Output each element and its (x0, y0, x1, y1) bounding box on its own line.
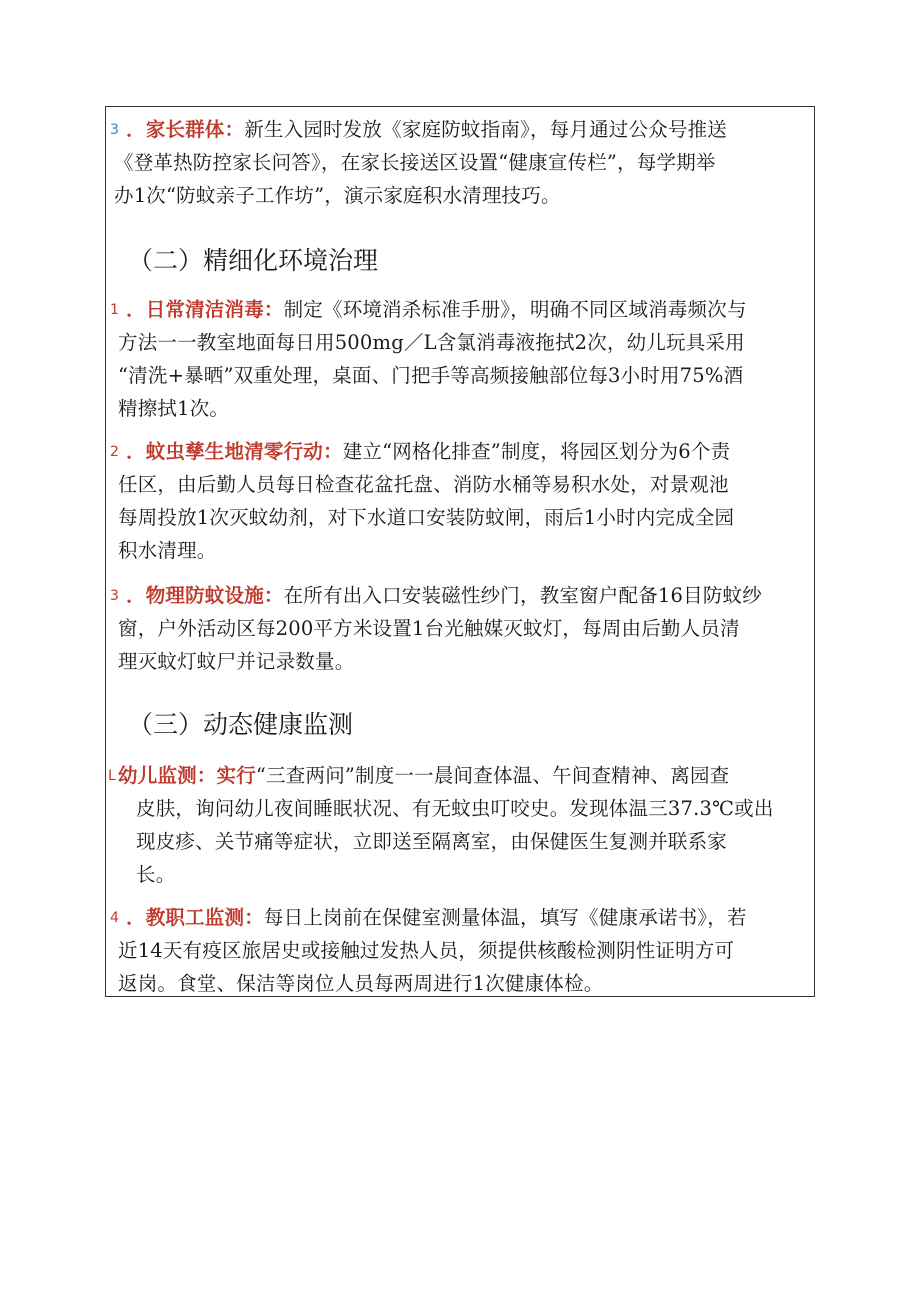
item-line (126, 117, 727, 143)
item-line (126, 905, 747, 931)
item-text: 建立“网格化排查”制度，将园区划分为6个责 (342, 440, 731, 463)
section-heading: （三）动态健康监测 (128, 710, 354, 739)
content-frame (105, 106, 815, 997)
item-line: 理灭蚊灯蚊尸并记录数量。 (118, 650, 355, 673)
item-line (126, 583, 762, 609)
item-number: 2 (110, 444, 119, 460)
item-line: 精擦拭1次。 (118, 397, 230, 420)
item-line: 现皮疹、关节痛等症状，立即送至隔离室，由保健医生复测并联系家 (136, 830, 728, 853)
item-dot: ． (126, 298, 146, 321)
item-lead-verb: 实行 (216, 764, 256, 787)
item-line: 方法一一教室地面每日用500mg／L含氯消毒液拖拭2次，幼儿玩具采用 (118, 331, 745, 354)
item-line: 近14天有疫区旅居史或接触过发热人员，须提供核酸检测阴性证明方可 (118, 939, 735, 962)
item-number: 1 (110, 302, 119, 318)
item-dot: ． (126, 906, 146, 929)
item-line (126, 297, 747, 323)
item-line: 长。 (136, 863, 176, 886)
item-line: 积水清理。 (118, 539, 217, 562)
item-line: 窗，户外活动区每200平方米设置1台光触媒灭蚊灯，每周由后勤人员清 (118, 617, 740, 640)
item-line: “清洗+暴晒”双重处理，桌面、门把手等高频接触部位每3小时用75%酒 (118, 364, 744, 387)
item-number: 3 (110, 588, 119, 604)
item-lead: 日常清洁消毒： (145, 298, 284, 321)
item-line: 办1次“防蚊亲子工作坊”，演示家庭积水清理技巧。 (114, 184, 561, 207)
section-heading: （二）精细化环境治理 (128, 246, 379, 275)
item-line: 任区，由后勤人员每日检查花盆托盘、消防水桶等易积水处，对景观池 (118, 473, 729, 496)
item-text: 每日上岗前在保健室测量体温，填写《健康承诺书》，若 (263, 906, 747, 929)
item-text: 在所有出入口安装磁性纱门，教室窗户配备16目防蚊纱 (283, 584, 762, 607)
item-line: 每周投放1次灭蚊幼剂，对下水道口安装防蚊闸，雨后1小时内完成全园 (118, 506, 735, 529)
item-lead: 教职工监测： (145, 906, 264, 929)
item-line: 《登革热防控家长问答》，在家长接送区设置“健康宣传栏”，每学期举 (114, 151, 716, 174)
item-text: 制定《环境消杀标准手册》，明确不同区域消毒频次与 (283, 298, 747, 321)
item-line (126, 439, 730, 465)
item-line (118, 763, 729, 789)
item-line: 返岗。食堂、保洁等岗位人员每两周进行1次健康体检。 (118, 972, 604, 995)
item-line: 皮肤，询问幼儿夜间睡眠状况、有无蚊虫叮咬史。发现体温三37.3℃或出 (136, 797, 774, 820)
item-lead: 蚊虫孳生地清零行动： (145, 440, 343, 463)
item-lead: 物理防蚊设施： (145, 584, 284, 607)
item-dot: ． (126, 440, 146, 463)
item-lead: 幼儿监测： (118, 764, 217, 787)
item-number: 4 (110, 910, 119, 926)
item-text: “三查两问”制度一一晨间查体温、午间查精神、离园查 (255, 764, 730, 787)
item-text: 新生入园时发放《家庭防蚊指南》，每月通过公众号推送 (244, 118, 727, 141)
item-dot: ． (126, 584, 146, 607)
item-lead: 家长群体： (145, 118, 245, 141)
item-dot: ． (126, 118, 146, 141)
item-number: L (108, 768, 116, 784)
item-number: 3 (110, 122, 119, 138)
